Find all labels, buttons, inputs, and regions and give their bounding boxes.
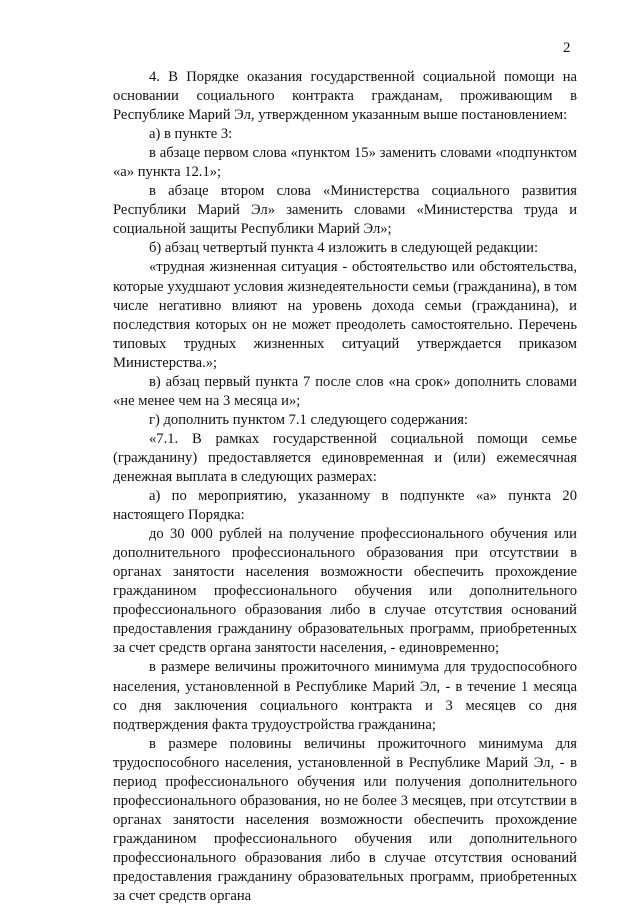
paragraph-definition: «трудная жизненная ситуация - обстоятельство или обстоятельства, которые ухудшают условия жизнедеятельности семьи (гражданина), в том числе негативно влияют на уровень дохода семьи (гражданина), и последствия которых он не может преодолеть самостоятельно. Перечень типовых трудных жизненных ситуаций утверждается приказом Министерства.»; (113, 259, 577, 371)
paragraph-payment-2: в размере величины прожиточного минимума для трудоспособного населения, установленной в Республике Марий Эл, - в течение 1 месяца со дня заключения социального контракта и 3 месяцев со дня подтверждения факта трудоустройства гражданина; (113, 659, 577, 733)
paragraph-subitem-b: б) абзац четвертый пункта 4 изложить в следующей редакции: (149, 240, 539, 257)
paragraph-subitem-g: г) дополнить пунктом 7.1 следующего содержания: (149, 411, 468, 428)
paragraph-abzac-2: в абзаце втором слова «Министерства социального развития Республики Марий Эл» заменить словами «Министерства труда и социальной защиты Республики Марий Эл»; (113, 183, 577, 238)
paragraph-7-1-a: а) по мероприятию, указанному в подпункте «а» пункта 20 настоящего Порядка: (113, 488, 577, 524)
paragraph-subitem-a: а) в пункте 3: (149, 126, 233, 143)
paragraph-item-7-1: «7.1. В рамках государственной социальной помощи семье (гражданину) предоставляется единовременная и (или) ежемесячная денежная выплата в следующих размерах: (113, 430, 577, 485)
paragraph-payment-3: в размере половины величины прожиточного минимума для трудоспособного населения, установленной в Республике Марий Эл, - в период профессионального обучения или получения дополнительного профессионального образования, но не более 3 месяцев, при отсутствии в органах занятости населения возможности обеспечить прохождение гражданином профессионального обучения или дополнительного профессионального образования либо в случае отсутствия оснований предоставления гражданину образовательных программ, приобретенных за счет средств органа (113, 735, 577, 905)
paragraph-subitem-v: в) абзац первый пункта 7 после слов «на срок» дополнить словами «не менее чем на 3 месяца и»; (113, 373, 577, 409)
paragraph-abzac-1: в абзаце первом слова «пунктом 15» заменить словами «подпунктом «а» пункта 12.1»; (113, 145, 577, 181)
paragraph-item-4: 4. В Порядке оказания государственной социальной помощи на основании социального контракта гражданам, проживающим в Республике Марий Эл, утвержденном указанным выше постановлением: (113, 69, 577, 124)
paragraph-payment-1: до 30 000 рублей на получение профессионального обучения или дополнительного профессионального образования при отсутствии в органах занятости населения возможности обеспечить прохождение гражданином профессионального обучения или дополнительного профессионального образования либо в случае отсутствия оснований предоставления гражданину образовательных программ, приобретенных за счет средств органа занятости населения, - единовременно; (113, 526, 577, 657)
document-body (113, 68, 577, 906)
page-number: 2 (563, 40, 571, 56)
